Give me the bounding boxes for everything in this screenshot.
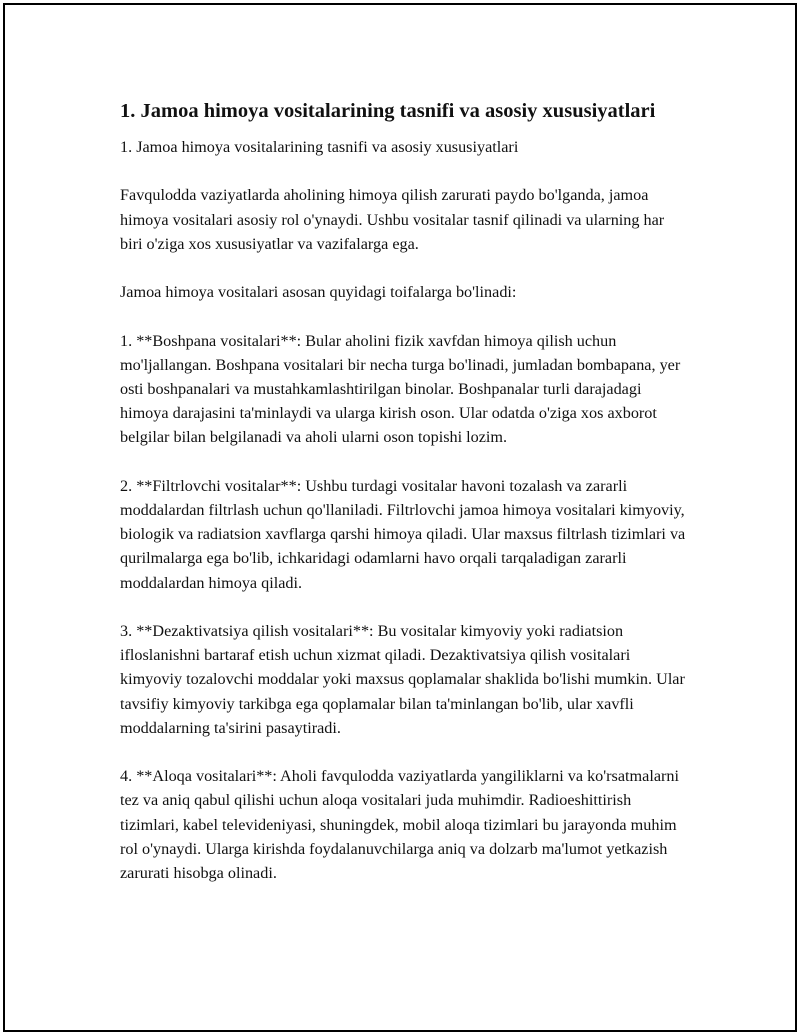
intro-paragraph: Favqulodda vaziyatlarda aholining himoya qilish zarurati paydo bo'lganda, jamoa himoya vositalari asosiy rol o'ynaydi. Ushbu vositalar tasnif qilinadi va ularning har biri o'ziga xos xususiyatlar va vazifalarga ega. [120, 186, 665, 253]
subtitle-paragraph: 1. Jamoa himoya vositalarining tasnifi va asosiy xususiyatlari [120, 138, 519, 156]
filtering-paragraph: 2. **Filtrlovchi vositalar**: Ushbu turdagi vositalar havoni tozalash va zararli moddalardan filtrlash uchun qo'llaniladi. Filtrlovchi jamoa himoya vositalari kimyoviy, biologik va radiatsion xavflarga qarshi himoya qiladi. Ular maxsus filtrlash tizimlari va qurilmalarga ega bo'lib, ichkaridagi odamlarni havo orqali tarqaladigan zararli moddalardan himoya qiladi. [120, 476, 686, 592]
communication-paragraph: 4. **Aloqa vositalari**: Aholi favqulodda vaziyatlarda yangiliklarni va ko'rsatmalarni tez va aniq qabul qilishi uchun aloqa vositalari juda muhimdir. Radioeshittirish tizimlari, kabel televideniyasi, shuningdek, mobil aloqa tizimlari bu jarayonda muhim rol o'ynaydi. Ularga kirishda foydalanuvchilarga aniq va dolzarb ma'lumot yetkazish zarurati hisobga olinadi. [120, 767, 679, 882]
document-content [120, 97, 690, 909]
document-title: 1. Jamoa himoya vositalarining tasnifi va asosiy xususiyatlari [120, 100, 656, 122]
decontamination-paragraph: 3. **Dezaktivatsiya qilish vositalari**: Bu vositalar kimyoviy yoki radiatsion ifloslanishni bartaraf etish uchun xizmat qiladi. Dezaktivatsiya qilish vositalari kimyoviy tozalovchi moddalar yoki maxsus qoplamalar shaklida bo'lishi mumkin. Ular tavsifiy kimyoviy tarkibga ega qoplamalar bilan ta'minlangan bo'lib, ular xavfli moddalarning ta'sirini pasaytiradi. [120, 621, 685, 737]
document-page [3, 3, 797, 1032]
shelter-paragraph: 1. **Boshpana vositalari**: Bular aholini fizik xavfdan himoya qilish uchun mo'ljallangan. Boshpana vositalari bir necha turga bo'linadi, jumladan bombapana, yer osti boshpanalari va mustahkamlashtirilgan binolar. Boshpanalar turli darajadagi himoya darajasini ta'minlaydi va ularga kirish oson. Ular odatda o'ziga xos axborot belgilar bilan belgilanadi va aholi ularni oson topishi lozim. [120, 331, 681, 447]
categories-intro-paragraph: Jamoa himoya vositalari asosan quyidagi toifalarga bo'linadi: [120, 283, 517, 302]
